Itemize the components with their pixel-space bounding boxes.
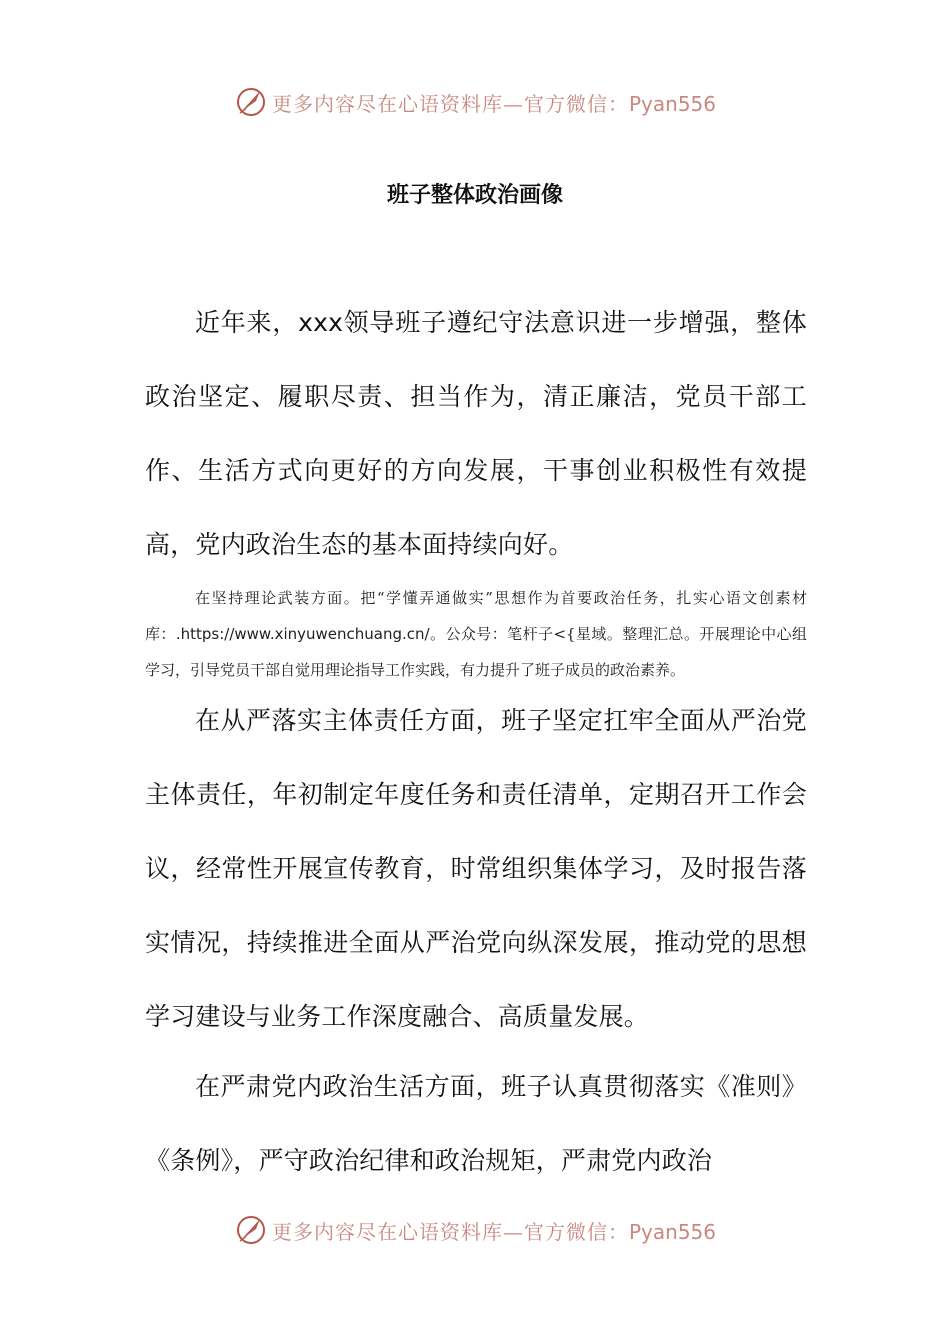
body-paragraph-2: 在从严落实主体责任方面，班子坚定扛牢全面从严治党主体责任，年初制定年度任务和责任清单，定期召开工作会议，经常性开展宣传教育，时常组织集体学习，及时报告落实情况，持续推进全面从严治党向纵深发展，推动党的思想学习建设与业务工作深度融合、高质量发展。 [145, 706, 807, 1031]
watermark-text: 更多内容尽在心语资料库—官方微信：Pyan556 [271, 91, 716, 116]
body-paragraph-1: 近年来，xxx领导班子遵纪守法意识进一步增强，整体政治坚定、履职尽责、担当作为，清正廉洁，党员干部工作、生活方式向更好的方向发展，干事创业积极性有效提高，党内政治生态的基本面持续向好。 [145, 308, 807, 559]
document-title: 班子整体政治画像 [386, 183, 563, 208]
watermark-banner-bottom [0, 1210, 950, 1250]
watermark-banner-top [0, 82, 950, 122]
watermark-wechat-id: Pyan556 [628, 1219, 716, 1244]
watermark-wechat-id: Pyan556 [628, 91, 716, 116]
watermark-text: 更多内容尽在心语资料库—官方微信：Pyan556 [271, 1219, 716, 1244]
quill-pen-logo-icon [234, 85, 268, 119]
quill-pen-logo-icon [234, 1213, 268, 1247]
source-url: .https://www.xinyuwenchuang.cn/ [175, 625, 430, 643]
body-paragraph-3: 在严肃党内政治生活方面，班子认真贯彻落实《准则》《条例》，严守政治纪律和政治规矩，严肃党内政治 [145, 1072, 807, 1175]
small-paragraph: 在坚持理论武装方面。把“学懂弄通做实”思想作为首要政治任务，扎实心语文创素材库：.https://www.xinyuwenchuang.cn/。公众号：笔杆子<{星域。整理汇总。开展理论中心组学习，引导党员干部自觉用理论指导工作实践，有力提升了班子成员的政治素养。 [145, 589, 807, 679]
